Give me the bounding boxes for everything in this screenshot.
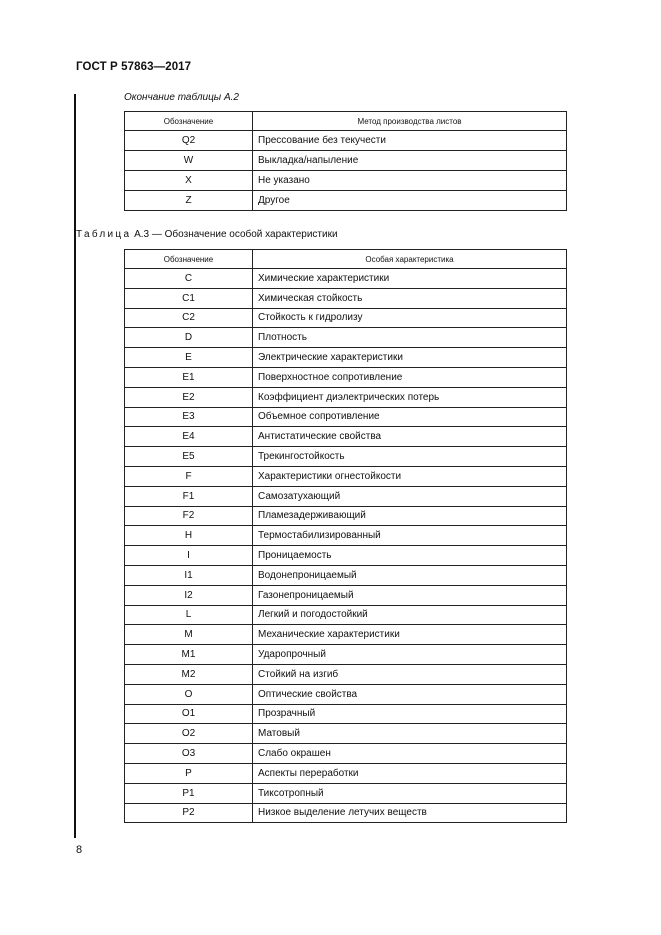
code-cell: I1 — [125, 565, 253, 585]
code-cell: E — [125, 348, 253, 368]
description-cell: Стойкий на изгиб — [253, 664, 567, 684]
code-cell: F — [125, 466, 253, 486]
description-cell: Выкладка/напыление — [253, 151, 567, 171]
description-cell: Водонепроницаемый — [253, 565, 567, 585]
code-cell: D — [125, 328, 253, 348]
description-cell: Самозатухающий — [253, 486, 567, 506]
table-row — [125, 328, 567, 348]
table-row — [125, 387, 567, 407]
table-row — [125, 526, 567, 546]
code-cell: F1 — [125, 486, 253, 506]
code-cell: X — [125, 171, 253, 191]
code-cell: Z — [125, 191, 253, 211]
table-a3 — [124, 249, 567, 823]
description-cell: Поверхностное сопротивление — [253, 367, 567, 387]
table-row — [125, 191, 567, 211]
table-row — [125, 684, 567, 704]
description-cell: Аспекты переработки — [253, 763, 567, 783]
description-cell: Оптические свойства — [253, 684, 567, 704]
description-cell: Другое — [253, 191, 567, 211]
description-cell: Объемное сопротивление — [253, 407, 567, 427]
description-cell: Прессование без текучести — [253, 131, 567, 151]
description-cell: Трекингостойкость — [253, 447, 567, 467]
table-row — [125, 585, 567, 605]
description-cell: Матовый — [253, 724, 567, 744]
description-cell: Характеристики огнестойкости — [253, 466, 567, 486]
code-cell: E2 — [125, 387, 253, 407]
table-row — [125, 645, 567, 665]
code-cell: E4 — [125, 427, 253, 447]
description-cell: Проницаемость — [253, 546, 567, 566]
code-cell: O — [125, 684, 253, 704]
description-cell: Антистатические свойства — [253, 427, 567, 447]
code-cell: M2 — [125, 664, 253, 684]
code-cell: P — [125, 763, 253, 783]
code-cell: O1 — [125, 704, 253, 724]
table-row — [125, 447, 567, 467]
code-cell: P1 — [125, 783, 253, 803]
column-header-code: Обозначение — [125, 250, 253, 269]
description-cell: Ударопрочный — [253, 645, 567, 665]
table-row — [125, 466, 567, 486]
code-cell: C1 — [125, 288, 253, 308]
code-cell: H — [125, 526, 253, 546]
table-row — [125, 783, 567, 803]
table-row — [125, 803, 567, 823]
description-cell: Стойкость к гидролизу — [253, 308, 567, 328]
table-row — [125, 151, 567, 171]
description-cell: Легкий и погодостойкий — [253, 605, 567, 625]
document-header: ГОСТ Р 57863—2017 — [76, 61, 192, 73]
table-row — [125, 367, 567, 387]
description-cell: Коэффициент диэлектрических потерь — [253, 387, 567, 407]
table-a3-caption — [76, 229, 338, 240]
description-cell: Прозрачный — [253, 704, 567, 724]
description-cell: Слабо окрашен — [253, 744, 567, 764]
table-header-row — [125, 250, 567, 269]
table-a3-caption-prefix: Таблица — [76, 229, 132, 240]
code-cell: M — [125, 625, 253, 645]
page-number: 8 — [76, 844, 83, 856]
table-row — [125, 724, 567, 744]
table-row — [125, 546, 567, 566]
description-cell: Низкое выделение летучих веществ — [253, 803, 567, 823]
table-row — [125, 486, 567, 506]
table-a2 — [124, 111, 567, 211]
description-cell: Механические характеристики — [253, 625, 567, 645]
description-cell: Электрические характеристики — [253, 348, 567, 368]
table-row — [125, 171, 567, 191]
code-cell: L — [125, 605, 253, 625]
code-cell: C2 — [125, 308, 253, 328]
table-row — [125, 664, 567, 684]
description-cell: Не указано — [253, 171, 567, 191]
code-cell: E3 — [125, 407, 253, 427]
table-row — [125, 407, 567, 427]
description-cell: Термостабилизированный — [253, 526, 567, 546]
table-row — [125, 269, 567, 289]
table-a2-caption: Окончание таблицы А.2 — [124, 92, 239, 103]
code-cell: O3 — [125, 744, 253, 764]
description-cell: Плотность — [253, 328, 567, 348]
code-cell: I2 — [125, 585, 253, 605]
column-header-code: Обозначение — [125, 112, 253, 131]
table-row — [125, 506, 567, 526]
table-row — [125, 744, 567, 764]
column-header-method: Метод производства листов — [253, 112, 567, 131]
table-header-row — [125, 112, 567, 131]
column-header-characteristic: Особая характеристика — [253, 250, 567, 269]
table-row — [125, 704, 567, 724]
description-cell: Пламезадерживающий — [253, 506, 567, 526]
code-cell: P2 — [125, 803, 253, 823]
description-cell: Химическая стойкость — [253, 288, 567, 308]
table-row — [125, 131, 567, 151]
table-row — [125, 625, 567, 645]
code-cell: O2 — [125, 724, 253, 744]
code-cell: I — [125, 546, 253, 566]
table-row — [125, 605, 567, 625]
table-row — [125, 565, 567, 585]
code-cell: W — [125, 151, 253, 171]
table-a3-caption-text: А.3 — Обозначение особой характеристики — [131, 229, 338, 240]
code-cell: Q2 — [125, 131, 253, 151]
table-row — [125, 763, 567, 783]
description-cell: Газонепроницаемый — [253, 585, 567, 605]
description-cell: Тиксотропный — [253, 783, 567, 803]
code-cell: E5 — [125, 447, 253, 467]
table-row — [125, 308, 567, 328]
code-cell: E1 — [125, 367, 253, 387]
table-row — [125, 288, 567, 308]
revision-margin-bar — [74, 94, 76, 838]
table-row — [125, 427, 567, 447]
description-cell: Химические характеристики — [253, 269, 567, 289]
table-row — [125, 348, 567, 368]
code-cell: M1 — [125, 645, 253, 665]
code-cell: C — [125, 269, 253, 289]
code-cell: F2 — [125, 506, 253, 526]
